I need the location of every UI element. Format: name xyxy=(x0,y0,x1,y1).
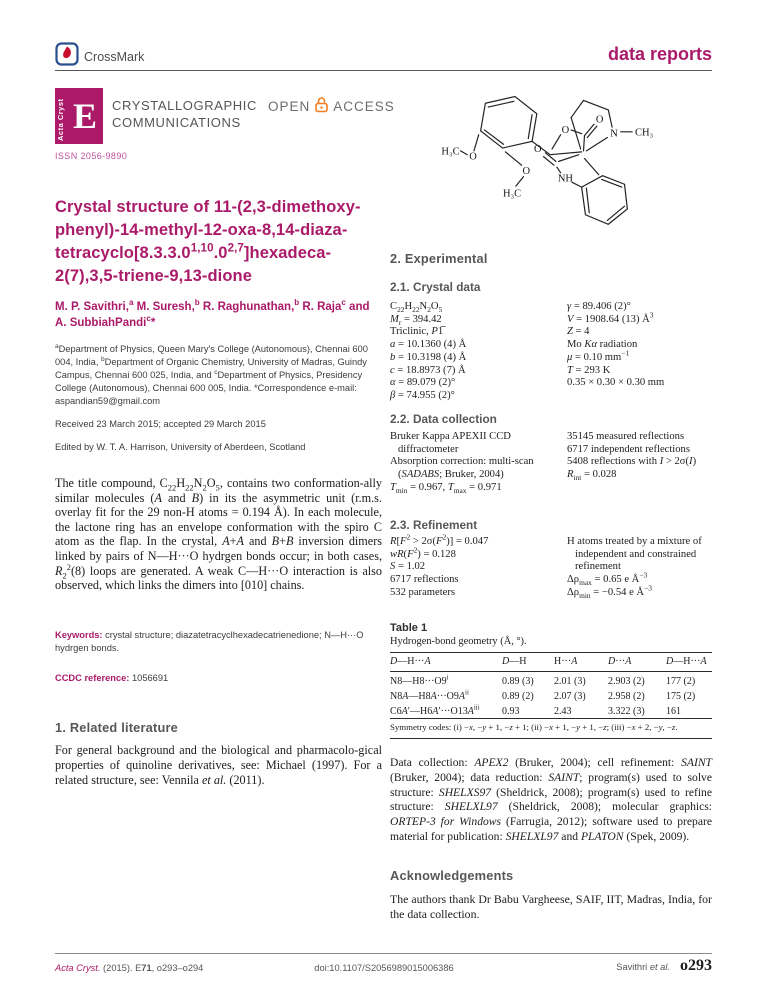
crystal-data-item: γ = 89.406 (2)° xyxy=(567,301,631,312)
author-list: M. P. Savithri,$^a$ M. Suresh,$^b$ R. Raghunathan,$^b$ R. Raja$^c$ and A. SubbiahPandi$^c$* xyxy=(55,298,370,329)
data-reports-label: data reports xyxy=(607,44,712,64)
atom-label-h3c-lower: H₃C xyxy=(502,188,522,200)
data-collection-item: $T_{min} = 0.967$, $T_{max} = 0.971$ xyxy=(390,481,502,495)
atom-label-o-carbonyl-left: O xyxy=(534,143,542,155)
footer-authors: Savithri et al. xyxy=(616,962,670,972)
table1-cell: $C6A'—H6A'\cdot\cdot\cdot O13A^{iii}$ xyxy=(390,703,480,717)
header-rule xyxy=(55,70,712,71)
footer-right xyxy=(616,957,712,975)
crystal-data-item: a = 10.1360 (4) Å xyxy=(390,339,467,351)
refinement-item: S = 1.02 xyxy=(390,561,426,573)
issn-label: ISSN 2056-9890 xyxy=(55,151,128,161)
crystal-data-item: c = 18.8973 (7) Å xyxy=(390,364,466,376)
refinement-item: 6717 reflections xyxy=(390,574,459,586)
table1-cell: 0.89 (2) xyxy=(502,691,534,702)
edited-line: Edited by W. T. A. Harrison, University of Aberdeen, Scotland xyxy=(55,442,306,452)
crystal-data-item: β = 74.955 (2)° xyxy=(390,389,455,401)
atom-label-n-methyl: CH₃ xyxy=(634,127,654,139)
affiliations: $^a$Department of Physics, Queen Mary's College (Autonomous), Chennai 600 004, India, $^b$Department of Organic Chemistry, University of Madras, Guindy Campus, Chennai 600 025, India, and $^c$Department of Physics, Presidency College (Autonomous), Chennai 600 005, India. *Correspondence e-mail: aspandian59@gmail.com xyxy=(55,342,368,406)
open-access-badge xyxy=(268,96,395,116)
refinement-left xyxy=(390,532,567,600)
table1-cell: 177 (2) xyxy=(666,676,696,687)
data-collection-item: 35145 measured reflections xyxy=(567,431,685,442)
table1-cell: $N8—H8\cdot\cdot\cdot O9^i$ xyxy=(390,673,449,687)
molecule-svg xyxy=(428,88,720,250)
table1-header-cell: D—H···A xyxy=(666,653,712,672)
software-paragraph: Data collection: APEX2 (Bruker, 2004); cell refinement: SAINT (Bruker, 2004); data reduction: SAINT; program(s) used to solve structure: SHELXS97 (Sheldrick, 2008); program(s) used to refine structure: SHELXL97 (Sheldrick, 2008); molecular graphics: ORTEP-3 for Windows (Farrugia, 2012); software used to prepare material for publication: SHELXL97 and PLATON (Spek, 2009). xyxy=(390,756,712,843)
crystal-data-item: Z = 4 xyxy=(567,326,590,338)
data-collection-item: 5408 reflections with I > 2σ(I) xyxy=(567,456,697,468)
journal-logo xyxy=(55,88,103,144)
keywords-line xyxy=(55,629,382,655)
atom-label-n: N xyxy=(610,128,618,140)
table1-row xyxy=(390,672,712,690)
table1-row xyxy=(390,689,712,704)
acknowledgements-heading: Acknowledgements xyxy=(390,868,514,883)
crystal-data-item: μ = 0.10 $mm^{-1}$ xyxy=(567,348,630,363)
table1-label: Table 1 xyxy=(390,622,428,634)
table1-cell: $N8A—H8A\cdot\cdot\cdot O9A^{ii}$ xyxy=(390,688,469,702)
table1-cell: 2.903 (2) xyxy=(608,676,645,687)
data-collection-item: 6717 independent reflections xyxy=(567,443,690,455)
crystal-data-heading: 2.1. Crystal data xyxy=(390,280,481,294)
crossmark-badge[interactable] xyxy=(55,42,144,71)
refinement-item: H atoms treated by a mixture of independent and constrained refinement xyxy=(567,536,702,573)
journal-logo-side-text: Acta Cryst xyxy=(56,98,65,141)
refinement-item: 532 parameters xyxy=(390,586,456,598)
ccdc-value: 1056691 xyxy=(132,673,169,683)
data-collection-item: Bruker Kappa APEXII CCD diffractometer xyxy=(390,431,511,455)
crystal-data-item: b = 10.3198 (4) Å xyxy=(390,351,467,363)
atom-label-o-methoxy1: O xyxy=(469,151,477,163)
table1-cell: 2.07 (3) xyxy=(554,691,586,702)
molecule-figure xyxy=(428,88,720,250)
refinement-heading: 2.3. Refinement xyxy=(390,518,478,532)
atom-label-o-lactone: O xyxy=(561,124,570,136)
table1-cell: 175 (2) xyxy=(666,691,696,702)
crystal-data-item: V = 1908.64 (13) $Å^3$ xyxy=(567,310,654,325)
atom-label-h3c-upper: H₃C xyxy=(441,146,460,158)
crystal-data-grid xyxy=(390,301,712,403)
open-access-left-label: OPEN xyxy=(268,98,311,114)
refinement-item: $wR(F^2) = 0.128$ xyxy=(390,545,456,560)
journal-logo-letter: E xyxy=(72,96,97,136)
related-literature-body: For general background and the biological and pharmacolo-gical properties of quinoline derivatives, see: Michael (1997). For a related structure, see: Vennila et al. (2011). xyxy=(55,743,382,787)
crossmark-label: CrossMark xyxy=(84,49,145,64)
footer-citation: Acta Cryst. (2015). E71, o293–o294 xyxy=(55,963,204,973)
atom-label-nh: NH xyxy=(557,173,573,185)
crystal-data-item: Triclinic, P1̅ xyxy=(390,326,444,338)
journal-name xyxy=(112,97,257,131)
refinement-right xyxy=(567,536,712,600)
data-collection-heading: 2.2. Data collection xyxy=(390,412,497,426)
keywords-text: crystal structure; diazatetracyclhexadecatrienedione; N—H···O hydrgen bonds. xyxy=(55,630,364,653)
journal-name-line1: CRYSTALLOGRAPHIC xyxy=(112,98,257,113)
table1-cell: 161 xyxy=(666,706,681,717)
open-access-right-label: ACCESS xyxy=(333,98,395,114)
table1-cell: 3.322 (3) xyxy=(608,706,645,717)
crystal-data-left xyxy=(390,301,567,403)
related-literature-heading: 1. Related literature xyxy=(55,720,178,735)
open-lock-icon xyxy=(314,96,329,116)
footer-doi: doi:10.1107/S2056989015006386 xyxy=(314,963,454,973)
data-collection-item: Absorption correction: multi-scan (SADABS; Bruker, 2004) xyxy=(390,456,534,481)
crystal-data-item: α = 89.079 (2)° xyxy=(390,377,456,389)
table1-header-cell: D—H xyxy=(502,653,554,672)
journal-name-line2: COMMUNICATIONS xyxy=(112,115,241,130)
data-collection-item: $R_{int} = 0.028$ xyxy=(567,469,617,483)
refinement-item: $R[F^2 > 2\sigma(F^2)] = 0.047$ xyxy=(390,532,489,547)
crystal-data-right xyxy=(567,301,712,403)
table1-header-cell: D···A xyxy=(608,653,666,672)
table1-cell: 2.43 xyxy=(554,706,572,717)
ccdc-line xyxy=(55,673,168,683)
data-collection-left xyxy=(390,431,567,495)
atom-label-o-carbonyl-top: O xyxy=(595,114,604,126)
table1-caption: Hydrogen-bond geometry (Å, °). xyxy=(390,636,527,647)
table1-header-cell: D—H···A xyxy=(390,653,502,672)
symmetry-codes: Symmetry codes: (i) −x, −y + 1, −z + 1; (ii) −x + 1, −y + 1, −z; (iii) −x + 2, −y, −z. xyxy=(390,718,712,739)
data-collection-right xyxy=(567,431,712,495)
table1-cell: 0.89 (3) xyxy=(502,676,534,687)
ccdc-label: CCDC reference: xyxy=(55,673,130,683)
table1-header-cell: H···A xyxy=(554,653,608,672)
crystal-data-item: Mo Kα radiation xyxy=(567,339,638,351)
crystal-data-item: $M_r = 394.42$ xyxy=(390,313,442,327)
table1-header-row xyxy=(390,653,712,672)
table1-cell: 2.958 (2) xyxy=(608,691,645,702)
keywords-label: Keywords: xyxy=(55,630,103,640)
footer-rule xyxy=(55,953,712,954)
crystal-data-item: T = 293 K xyxy=(567,364,611,376)
abstract: The title compound, $C_{22}H_{22}N_2O_5$, contains two conformation-ally similar molecules (A and B) in its the asymmetric unit (r.m.s. overlay fit for the 29 non-H atoms = 0.194 Å). In each molecule, the lactone ring has an envelope conformation with the spiro C atom as the flap. In the crystal, A+A and B+B inversion dimers linked by pairs of N—H···O hydrgen bonds occur; in both cases, $R_2^2(8)$ loops are generated. A weak C—H···O interaction is also observed, which links the dimers into [010] chains. xyxy=(55,476,382,593)
received-line: Received 23 March 2015; accepted 29 March 2015 xyxy=(55,419,266,429)
refinement-item: $\Delta\rho_{max} = 0.65$ e $Å^{-3}$ xyxy=(567,570,648,588)
crossmark-icon xyxy=(55,42,79,71)
table1-row xyxy=(390,704,712,719)
footer-page-number: o293 xyxy=(680,957,712,974)
atom-label-o-methoxy2: O xyxy=(522,165,531,177)
refinement-item: $\Delta\rho_{min} = -0.54$ e $Å^{-3}$ xyxy=(567,583,652,600)
table1-cell: 0.93 xyxy=(502,706,520,717)
data-collection-grid xyxy=(390,431,712,495)
refinement-grid xyxy=(390,532,712,600)
experimental-heading: 2. Experimental xyxy=(390,251,488,266)
table1 xyxy=(390,652,712,719)
acknowledgements-body: The authors thank Dr Babu Vargheese, SAIF, IIT, Madras, India, for the data collection. xyxy=(390,892,712,921)
crystal-data-item: $C_{22}H_{22}N_2O_5$ xyxy=(390,301,443,315)
crystal-data-item: 0.35 × 0.30 × 0.30 mm xyxy=(567,377,665,389)
table1-cell: 2.01 (3) xyxy=(554,676,586,687)
article-title: Crystal structure of 11-(2,3-dimethoxy- phenyl)-14-methyl-12-oxa-8,14-diaza- tetracyclo[8.3.3.0$^{1,10}$.0$^{2,7}$]hexadeca- 2(7),3,5-triene-9,13-dione xyxy=(55,198,361,285)
